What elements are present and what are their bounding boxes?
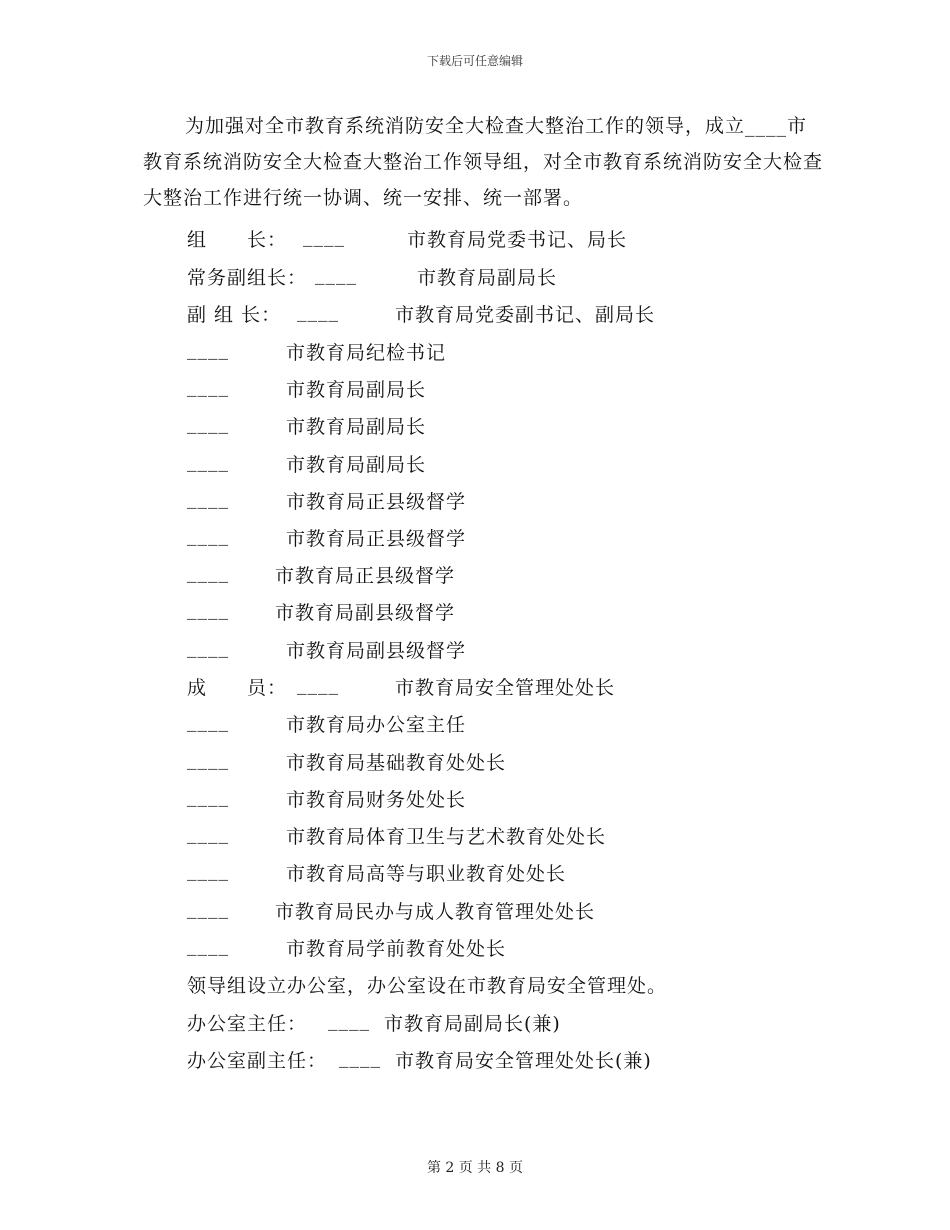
roster-role: 组 长： bbox=[187, 229, 288, 251]
roster-name-blank: ____ bbox=[187, 785, 229, 807]
roster-title: 市教育局高等与职业教育处处长 bbox=[286, 863, 567, 885]
roster-title: 市教育局正县级督学 bbox=[275, 565, 456, 587]
office-name-blank: ____ bbox=[328, 1009, 370, 1031]
roster-role: 常务副组长： bbox=[187, 267, 308, 289]
roster-name-blank: ____ bbox=[187, 710, 229, 732]
roster-name-blank: ____ bbox=[187, 561, 229, 583]
roster-name-blank: ____ bbox=[187, 934, 229, 956]
roster-name-blank: ____ bbox=[303, 225, 345, 247]
roster-title: 市教育局安全管理处处长 bbox=[395, 677, 616, 699]
roster-name-blank: ____ bbox=[187, 859, 229, 881]
page-header: 下载后可任意编辑 bbox=[426, 54, 523, 68]
roster-title: 市教育局办公室主任 bbox=[286, 714, 467, 736]
roster-name-blank: ____ bbox=[187, 487, 229, 509]
roster-title: 市教育局体育卫生与艺术教育处处长 bbox=[286, 826, 607, 848]
roster-title: 市教育局党委副书记、副局长 bbox=[395, 304, 656, 326]
roster-title: 市教育局纪检书记 bbox=[286, 342, 447, 364]
roster-name-blank: ____ bbox=[187, 822, 229, 844]
roster-role: 成 员： bbox=[187, 677, 288, 699]
roster-name-blank: ____ bbox=[187, 338, 229, 360]
roster-name-blank: ____ bbox=[297, 300, 339, 322]
roster-role: 副 组 长： bbox=[187, 304, 282, 326]
roster-name-blank: ____ bbox=[187, 748, 229, 770]
roster-name-blank: ____ bbox=[187, 450, 229, 472]
office-role: 办公室主任： bbox=[187, 1013, 308, 1035]
roster-name-blank: ____ bbox=[187, 375, 229, 397]
roster-title: 市教育局副县级督学 bbox=[275, 602, 456, 624]
roster-title: 市教育局财务处处长 bbox=[286, 789, 467, 811]
roster-name-blank: ____ bbox=[187, 598, 229, 620]
roster-title: 市教育局正县级督学 bbox=[286, 528, 467, 550]
roster-title: 市教育局党委书记、局长 bbox=[407, 229, 628, 251]
roster-title: 市教育局正县级督学 bbox=[286, 491, 467, 513]
office-title: 市教育局副局长(兼) bbox=[384, 1013, 561, 1035]
roster-name-blank: ____ bbox=[187, 524, 229, 546]
roster-title: 市教育局民办与成人教育管理处处长 bbox=[275, 901, 596, 923]
roster-title: 市教育局副局长 bbox=[286, 416, 427, 438]
page-footer: 第 2 页 共 8 页 bbox=[426, 1160, 524, 1176]
roster-name-blank: ____ bbox=[187, 897, 229, 919]
roster-title: 市教育局副县级督学 bbox=[286, 640, 467, 662]
office-name-blank: ____ bbox=[339, 1046, 381, 1068]
roster-name-blank: ____ bbox=[297, 673, 339, 695]
roster-title: 市教育局学前教育处处长 bbox=[286, 938, 507, 960]
roster-title: 市教育局基础教育处处长 bbox=[286, 752, 507, 774]
roster-title: 市教育局副局长 bbox=[286, 379, 427, 401]
roster-title: 市教育局副局长 bbox=[286, 454, 427, 476]
roster-name-blank: ____ bbox=[187, 412, 229, 434]
office-title: 市教育局安全管理处处长(兼) bbox=[395, 1050, 652, 1072]
office-note: 领导组设立办公室，办公室设在市教育局安全管理处。 bbox=[187, 975, 668, 997]
office-role: 办公室副主任： bbox=[187, 1050, 328, 1072]
roster-name-blank: ____ bbox=[187, 636, 229, 658]
roster-title: 市教育局副局长 bbox=[417, 267, 558, 289]
roster-name-blank: ____ bbox=[315, 263, 357, 285]
intro-paragraph: 为加强对全市教育系统消防安全大检查大整治工作的领导，成立____市教育系统消防安全大检查大整治工作领导组，对全市教育系统消防安全大检查大整治工作进行统一协调、统一安排、统一部署。 bbox=[143, 115, 824, 209]
